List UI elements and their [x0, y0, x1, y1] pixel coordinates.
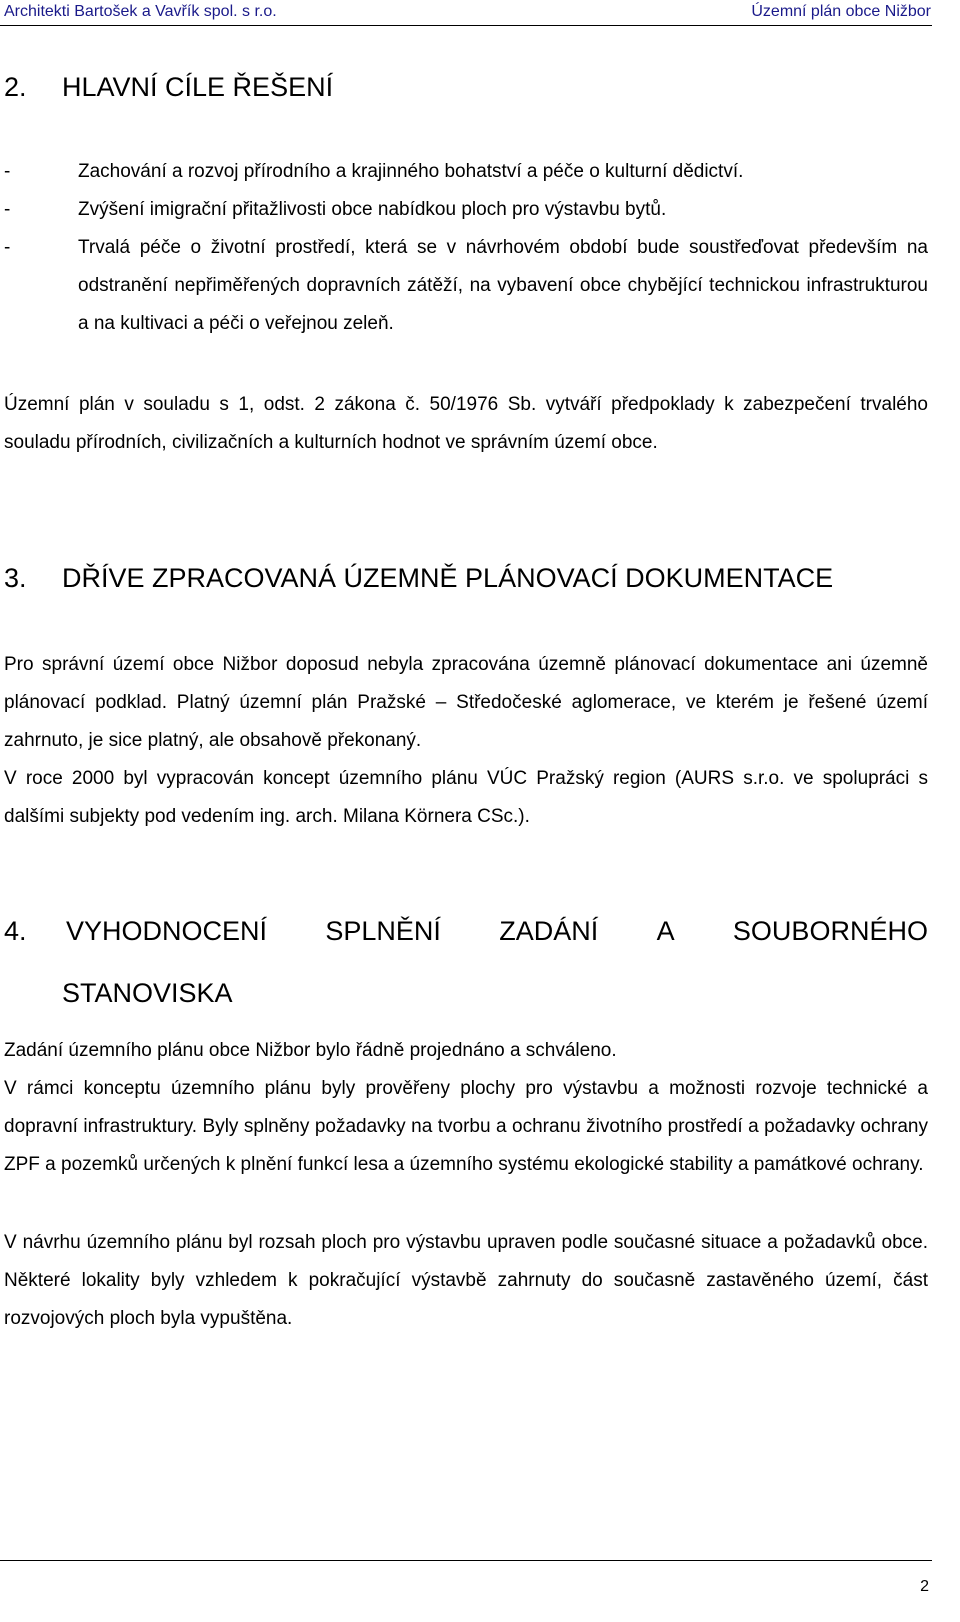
header-company: Architekti Bartošek a Vavřík spol. s r.o.	[4, 3, 277, 20]
header-document-title: Územní plán obce Nižbor	[751, 3, 931, 20]
section-4-title-line-1	[66, 900, 928, 962]
section-3-paragraph-2: V roce 2000 byl vypracován koncept územního plánu VÚC Pražský region (AURS s.r.o. ve spolupráci s dalšími subjekty pod vedením ing. arch. Milana Körnera CSc.).	[4, 768, 928, 827]
page-number: 2	[920, 1578, 929, 1595]
section-3-title: DŘÍVE ZPRACOVANÁ ÚZEMNĚ PLÁNOVACÍ DOKUMENTACE	[62, 563, 834, 593]
section-4-title-word: SPLNĚNÍ	[325, 916, 441, 946]
footer-divider	[0, 1560, 932, 1561]
section-2-title: HLAVNÍ CÍLE ŘEŠENÍ	[62, 72, 334, 102]
section-2-paragraph: Územní plán v souladu s 1, odst. 2 zákona č. 50/1976 Sb. vytváří předpoklady k zabezpečení trvalého souladu přírodních, civilizačních a kulturních hodnot ve správním území obce.	[4, 394, 928, 453]
list-item: - Zvýšení imigrační přitažlivosti obce nabídkou ploch pro výstavbu bytů.	[4, 199, 667, 220]
section-4-heading	[4, 900, 928, 1024]
section-3-heading	[4, 563, 928, 594]
section-2-number: 2.	[4, 72, 27, 102]
header-divider	[0, 25, 932, 26]
page-header	[0, 0, 960, 30]
section-4-paragraph-3: V návrhu územního plánu byl rozsah ploch pro výstavbu upraven podle současné situace a požadavků obce. Některé lokality byly vzhledem k pokračující výstavbě zahrnuty do současně zastavěného území, část rozvojových ploch byla vypuštěna.	[4, 1232, 928, 1329]
section-4-title-word: A	[656, 916, 675, 946]
list-item: - Trvalá péče o životní prostředí, která se v návrhovém období bude soustřeďovat především na odstranění nepřiměřených dopravních zátěží, na vybavení obce chybějící technickou infrastrukturou a na kultivaci a péči o veřejnou zeleň.	[4, 237, 928, 334]
list-item: - Zachování a rozvoj přírodního a krajinného bohatství a péče o kulturní dědictví.	[4, 161, 744, 182]
section-4-title-word: SOUBORNÉHO	[732, 916, 928, 946]
section-3-number: 3.	[4, 563, 27, 593]
list-item-text: Trvalá péče o životní prostředí, která se v návrhovém období bude soustřeďovat především na odstranění nepřiměřených dopravních zátěží, na vybavení obce chybějící technickou infrastrukturou a na kultivaci a péči o veřejnou zeleň.	[78, 237, 928, 334]
goals-list	[4, 153, 928, 343]
list-item-text: Zachování a rozvoj přírodního a krajinného bohatství a péče o kulturní dědictví.	[78, 161, 744, 182]
section-3-paragraph-1: Pro správní území obce Nižbor doposud nebyla zpracována územně plánovací dokumentace ani územně plánovací podklad. Platný územní plán Pražské – Středočeské aglomerace, ve kterém je řešené území zahrnuto, je sice platný, ale obsahově překonaný.	[4, 654, 928, 751]
section-4-paragraph-1: Zadání územního plánu obce Nižbor bylo řádně projednáno a schváleno.	[4, 1040, 617, 1061]
section-4-title-word: VYHODNOCENÍ	[66, 916, 268, 946]
section-4-number: 4.	[4, 916, 27, 946]
section-4-paragraph-2: V rámci konceptu územního plánu byly prověřeny plochy pro výstavbu a možnosti rozvoje technické a dopravní infrastruktury. Byly splněny požadavky na tvorbu a ochranu životního prostředí a požadavky ochrany ZPF a pozemků určených k plnění funkcí lesa a územního systému ekologické stability a památkové ochrany.	[4, 1078, 928, 1175]
section-2-heading	[4, 72, 928, 103]
list-item-text: Zvýšení imigrační přitažlivosti obce nabídkou ploch pro výstavbu bytů.	[78, 199, 667, 220]
section-4-title-line-2: STANOVISKA	[62, 978, 233, 1008]
section-4-title-word: ZADÁNÍ	[499, 916, 599, 946]
